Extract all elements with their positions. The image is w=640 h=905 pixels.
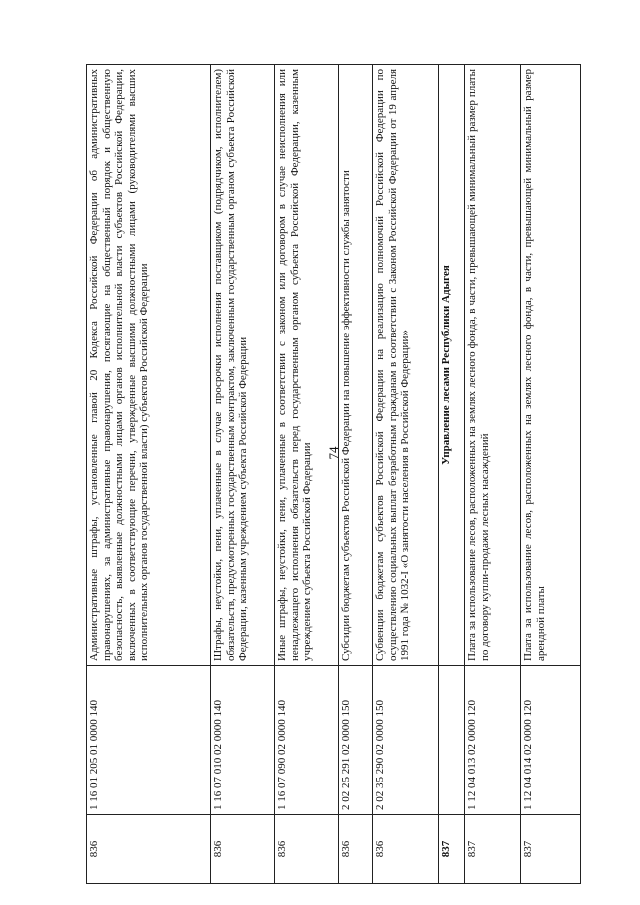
- admin-code-cell: 837: [439, 815, 465, 884]
- table-row: [465, 65, 521, 884]
- admin-code-cell: 836: [87, 815, 211, 884]
- revenue-name-cell: Субсидии бюджетам субъектов Российской Федерации на повышение эффективности службы занятости: [339, 65, 373, 666]
- revenue-codes-table: [86, 64, 581, 884]
- kbk-code-cell: 1 12 04 014 02 0000 120: [521, 666, 581, 815]
- section-header-row: [439, 65, 465, 884]
- admin-code-cell: 837: [521, 815, 581, 884]
- revenue-name-cell: Плата за использование лесов, расположенных на землях лесного фонда, в части, превышающей минимальный размер платы по договору купли-продажи лесных насаждений: [465, 65, 521, 666]
- kbk-code-cell: [439, 666, 465, 815]
- admin-code-cell: 836: [275, 815, 339, 884]
- kbk-code-cell: 1 16 07 090 02 0000 140: [275, 666, 339, 815]
- kbk-code-cell: 1 16 01 205 01 0000 140: [87, 666, 211, 815]
- revenue-name-cell: Административные штрафы, установленные главой 20 Кодекса Российской Федерации об административных правонарушениях, за административные правонарушения, посягающие на общественный порядок и общественную безопасность, выявленные должностными лицами органов исполнительной власти субъектов Российской Федерации, включенных в соответствующие перечни, утвержденные высшими должностными лицами (руководителями высших исполнительных органов государственной власти) субъектов Российской Федерации: [87, 65, 211, 666]
- kbk-code-cell: 2 02 25 291 02 0000 150: [339, 666, 373, 815]
- table-rotator: [86, 64, 621, 884]
- table-row: [339, 65, 373, 884]
- admin-code-cell: 836: [373, 815, 439, 884]
- kbk-code-cell: 2 02 35 290 02 0000 150: [373, 666, 439, 815]
- table-row: [211, 65, 275, 884]
- revenue-name-cell: Штрафы, неустойки, пени, уплаченные в случае просрочки исполнения поставщиком (подрядчиком, исполнителем) обязательств, предусмотренных государственным контрактом, заключенным государственным органом субъекта Российской Федерации, казенным учреждением субъекта Российской Федерации: [211, 65, 275, 666]
- kbk-code-cell: 1 12 04 013 02 0000 120: [465, 666, 521, 815]
- admin-code-cell: 837: [465, 815, 521, 884]
- table-row: [373, 65, 439, 884]
- kbk-code-cell: 1 16 07 010 02 0000 140: [211, 666, 275, 815]
- section-title-cell: Управление лесами Республики Адыгея: [439, 65, 465, 666]
- table-viewport: [86, 64, 621, 884]
- admin-code-cell: 836: [339, 815, 373, 884]
- table-row: [87, 65, 211, 884]
- revenue-name-cell: Иные штрафы, неустойки, пени, уплаченные в соответствии с законом или договором в случае неисполнения или ненадлежащего исполнения обязательств перед государственным органом субъекта Российской Федерации, казенным учреждением субъекта Российской Федерации: [275, 65, 339, 666]
- page-number: 74: [326, 446, 341, 460]
- revenue-name-cell: Плата за использование лесов, расположенных на землях лесного фонда, в части, превышающей минимальный размер арендной платы: [521, 65, 581, 666]
- revenue-name-cell: Субвенции бюджетам субъектов Российской Федерации на реализацию полномочий Российской Федерации по осуществлению социальных выплат безработным гражданам в соответствии с Законом Российской Федерации от 19 апреля 1991 года № 1032-I «О занятости населения в Российской Федерации»: [373, 65, 439, 666]
- admin-code-cell: 836: [211, 815, 275, 884]
- table-row: [275, 65, 339, 884]
- table-row: [521, 65, 581, 884]
